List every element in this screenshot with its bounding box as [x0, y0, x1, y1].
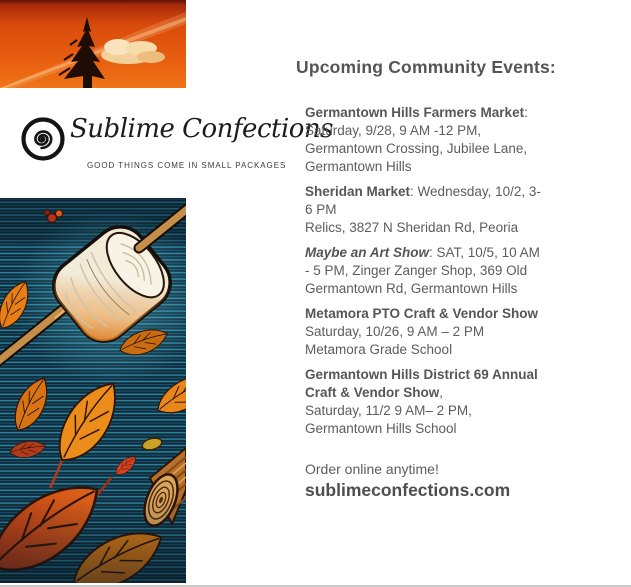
sunset-pine-illustration	[0, 0, 186, 88]
footer	[305, 460, 558, 502]
order-text: Order online anytime!	[305, 461, 439, 477]
event-item: Maybe an Art Show: SAT, 10/5, 10 AM - 5 PM, Zinger Zanger Shop, 369 Old Germantown Rd, Germantown Hills	[305, 245, 544, 296]
sunset-banner-art	[0, 0, 186, 88]
website-link[interactable]: sublimeconfections.com	[305, 480, 511, 500]
event-item: Germantown Hills District 69 Annual Craft & Vendor Show, Saturday, 11/2 9 AM– 2 PM, Germantown Hills School	[305, 367, 542, 436]
event-item: Sheridan Market: Wednesday, 10/2, 3-6 PM Relics, 3827 N Sheridan Rd, Peoria	[305, 184, 541, 235]
events-list	[305, 104, 544, 438]
brand-name: Sublime Confections	[70, 114, 334, 144]
events-heading: Upcoming Community Events:	[296, 57, 556, 77]
spiral-icon	[19, 115, 67, 163]
brand-tagline: GOOD THINGS COME IN SMALL PACKAGES	[87, 161, 287, 170]
marshmallow-art	[0, 198, 186, 583]
event-item: Metamora PTO Craft & Vendor Show Saturday, 10/26, 9 AM – 2 PM Metamora Grade School	[305, 306, 539, 357]
event-item: Germantown Hills Farmers Market: Saturday, 9/28, 9 AM -12 PM, Germantown Crossing, Jubilee Lane, Germantown Hills	[305, 105, 532, 174]
marshmallow-autumn-illustration	[0, 198, 186, 583]
brand-logo	[0, 110, 334, 190]
events-panel	[296, 56, 558, 502]
